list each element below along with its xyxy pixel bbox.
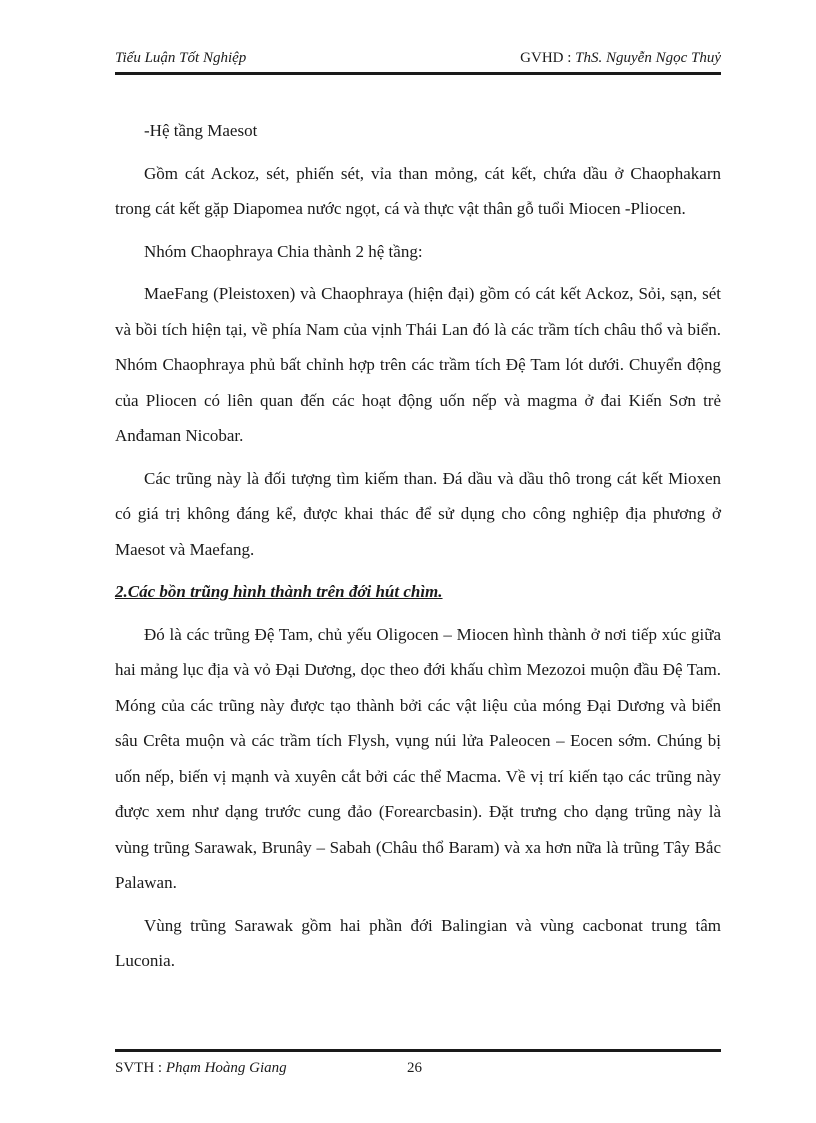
page-number: 26: [407, 1060, 422, 1076]
header-advisor-name: ThS. Nguyễn Ngọc Thuỷ: [575, 50, 721, 66]
paragraph-chaophraya-desc: MaeFang (Pleistoxen) và Chaophraya (hiện đại) gồm có cát kết Ackoz, Sỏi, sạn, sét và bồi tích hiện tại, về phía Nam của vịnh Thái Lan đó là các trầm tích châu thổ và biển. Nhóm Chaophraya phủ bất chỉnh hợp trên các trầm tích Đệ Tam lót dưới. Chuyển động của Pliocen có liên quan đến các hoạt động uốn nếp và magma ở đai Kiến Sơn trẻ Anđaman Nicobar.: [115, 284, 721, 445]
paragraph-sarawak: Vùng trũng Sarawak gồm hai phần đới Balingian và vùng cacbonat trung tâm Luconia.: [115, 915, 721, 970]
page-header: [115, 50, 721, 75]
paragraph-maesot-title: -Hệ tầng Maesot: [144, 121, 258, 140]
footer-student-name: Phạm Hoàng Giang: [165, 1060, 287, 1076]
footer-student-label: SVTH :: [115, 1060, 166, 1076]
page-footer: [115, 1049, 721, 1082]
header-advisor-label: GVHD :: [520, 50, 576, 66]
paragraph-maesot-desc: Gồm cát Ackoz, sét, phiến sét, vỉa than mỏng, cát kết, chứa dầu ở Chaophakarn trong cát kết gặp Diapomea nước ngọt, cá và thực vật thân gỗ tuổi Miocen -Pliocen.: [115, 163, 721, 218]
paragraph-chaophraya-title: Nhóm Chaophraya Chia thành 2 hệ tầng:: [144, 241, 423, 261]
section-heading: 2.Các bồn trũng hình thành trên đới hút chìm.: [115, 582, 443, 601]
paragraph-subduction-basins: Đó là các trũng Đệ Tam, chủ yếu Oligocen – Miocen hình thành ở nơi tiếp xúc giữa hai mảng lục địa và vỏ Đại Dương, dọc theo đới khấu chìm Mezozoi muộn đầu Đệ Tam. Móng của các trũng này được tạo thành bởi các vật liệu của móng Đại Dương và biển sâu Crêta muộn và các trầm tích Flysh, vụng núi lửa Paleocen – Eocen sớm. Chúng bị uốn nếp, biến vị mạnh và xuyên cắt bởi các thể Macma. Về vị trí kiến tạo các trũng này được xem như dạng trước cung đảo (Forearcbasin). Đặt trưng cho dạng trũng này là vùng trũng Sarawak, Brunây – Sabah (Châu thổ Baram) và xa hơn nữa là trũng Tây Bắc Palawan.: [115, 624, 721, 892]
paragraph-coal-target: Các trũng này là đối tượng tìm kiếm than. Đá dầu và dầu thô trong cát kết Mioxen có giá trị không đáng kể, được khai thác để sử dụng cho công nghiệp địa phương ở Maesot và Maefang.: [115, 468, 721, 559]
header-title: Tiểu Luận Tốt Nghiệp: [115, 50, 247, 66]
page-body: [115, 113, 721, 986]
header-advisor: [520, 50, 721, 67]
footer-student: [115, 1060, 287, 1077]
